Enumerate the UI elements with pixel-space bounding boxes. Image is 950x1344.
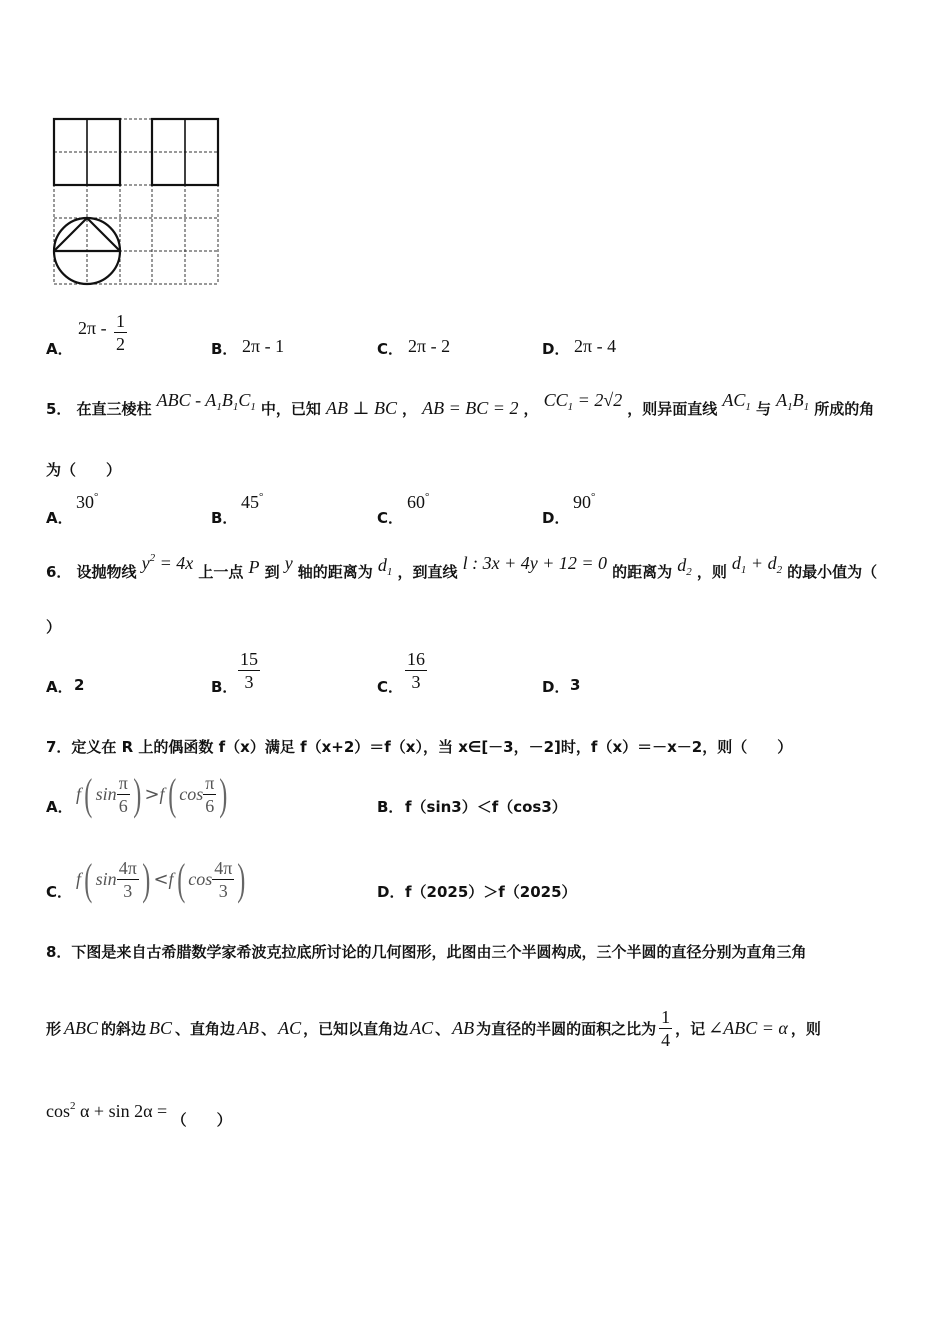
- q5-a1b1-b: B: [792, 390, 804, 410]
- q4-option-d-value: 2π - 4: [574, 336, 617, 356]
- q7-option-a-sin: sin: [95, 783, 117, 804]
- q8-leg-ac: AC: [278, 1017, 302, 1038]
- q8-stem-line-2: [46, 1000, 821, 1056]
- q7-option-c-frac-2: [212, 857, 234, 902]
- q8-text-1: 形: [46, 1019, 62, 1038]
- q6-option-b-label: B．: [211, 678, 238, 696]
- q8-expression: [46, 1101, 172, 1121]
- q5-prism-b: B: [221, 390, 233, 410]
- q5-prism-c: C: [238, 390, 251, 410]
- q4-option-a-numerator: 1: [116, 311, 125, 331]
- q5-option-b-value: [241, 491, 263, 513]
- q6-d1-sub: 1: [386, 566, 393, 578]
- q6-option-c-fraction: [405, 648, 427, 693]
- q6-option-b-numerator: 15: [240, 649, 258, 669]
- q5-option-d-value: [573, 491, 595, 513]
- q4-option-b-label: B．: [211, 340, 238, 358]
- q7-option-c-label: C．: [46, 883, 73, 901]
- q5-cc: CC: [543, 390, 568, 410]
- q6-number: 6．: [46, 563, 72, 581]
- q6-option-c-numerator: 16: [407, 649, 425, 669]
- q5-cc-sub: 1: [567, 401, 574, 413]
- q7-option-c-cos: cos: [188, 868, 213, 889]
- q7-option-c-den-1: 3: [123, 880, 133, 901]
- q6-y-axis: y: [284, 553, 293, 573]
- q5-prism-sub-1: 1: [216, 401, 222, 413]
- q6-parabola-exp: 2: [149, 552, 156, 564]
- q7-option-c-sin: sin: [95, 868, 117, 889]
- q5-option-c-value: [407, 491, 429, 513]
- q7-option-d-label: D．: [377, 883, 405, 901]
- q6-option-c-label: C．: [377, 678, 404, 696]
- q5-option-a-degree: °: [94, 491, 99, 503]
- q4-option-a-label: A．: [46, 340, 73, 358]
- q7-option-a-lparen-2: (: [167, 769, 176, 819]
- q6-text-5: ，到直线: [397, 563, 458, 581]
- q6-d1-d: d: [377, 555, 387, 575]
- q7-option-c-rparen-1: ): [142, 854, 151, 904]
- q8-expression-rest: α + sin 2α =: [75, 1101, 172, 1121]
- q5-option-d-number: 90: [573, 492, 591, 512]
- q7-option-a-operator: >: [144, 783, 160, 805]
- q5-ac: AC: [722, 390, 746, 410]
- q7-option-c-f2: f: [168, 868, 174, 889]
- q7-option-a-den-1: 6: [118, 795, 128, 816]
- q7-option-c-expression: [76, 853, 249, 905]
- q7-option-a-den-2: 6: [205, 795, 215, 816]
- q7-option-a-rparen-2: ): [219, 769, 228, 819]
- q6-text-1: 设抛物线: [76, 563, 137, 581]
- q5-cc1: [543, 390, 623, 413]
- q8-text-3: 、直角边: [175, 1019, 236, 1038]
- q6-sum-d1: d: [731, 553, 741, 573]
- q8-text-9: ，则: [790, 1019, 821, 1038]
- q7-option-a-f1: f: [76, 783, 82, 804]
- q8-text-5: ，已知以直角边: [303, 1019, 409, 1038]
- q6-sum-d1-sub: 1: [740, 564, 747, 576]
- q8-cos: cos: [46, 1101, 70, 1121]
- q5-a1b1: [776, 390, 810, 413]
- q5-prism-sub-3: 1: [250, 401, 256, 413]
- q5-option-d-label: D．: [542, 509, 570, 527]
- q7-option-c-lparen-1: (: [84, 854, 93, 904]
- q7-option-a-num-1: π: [118, 772, 128, 793]
- q6-d2-d: d: [677, 555, 687, 575]
- q6-option-d-value: 3: [570, 676, 581, 694]
- q5-perpendicular: AB ⊥ BC: [326, 398, 397, 418]
- q6-parabola-rhs: = 4x: [155, 553, 194, 573]
- q5-text-2: 中，已知: [260, 400, 321, 418]
- q7-option-c-frac-1: [117, 857, 139, 902]
- q6-d1: [377, 555, 393, 578]
- q7-option-a-f2: f: [159, 783, 165, 804]
- q5-a1b1-sub-2: 1: [803, 401, 810, 413]
- q5-option-a-value: [76, 491, 98, 513]
- q6-sum-plus: +: [746, 553, 768, 573]
- q5-option-d-degree: °: [591, 491, 596, 503]
- q5-ac-sub: 1: [745, 401, 751, 413]
- q5-equal-sides: AB = BC = 2: [422, 398, 519, 418]
- q5-stem-line-1: [46, 390, 875, 421]
- q8-leg-ab: AB: [237, 1017, 260, 1038]
- q8-text-7: 为直径的半圆的面积之比为: [476, 1019, 657, 1038]
- q7-option-c-operator: <: [153, 868, 169, 890]
- q5-cc-value: = 2√2: [573, 390, 623, 410]
- q5-text-4: 与: [756, 400, 772, 418]
- q8-stem-line-3: [46, 1100, 232, 1129]
- q4-option-a-fraction: [114, 310, 127, 355]
- q5-ac1: [722, 390, 751, 413]
- q8-text-2: 的斜边: [101, 1019, 147, 1038]
- q8-hypotenuse: BC: [149, 1017, 173, 1038]
- q5-option-a-number: 30: [76, 492, 94, 512]
- q4-option-d-label: D．: [542, 340, 570, 358]
- q8-text-4: 、: [261, 1019, 277, 1038]
- q7-option-b-label: B．: [377, 798, 404, 816]
- q7-option-c-f1: f: [76, 868, 82, 889]
- q5-option-b-number: 45: [241, 492, 259, 512]
- q6-parabola: [142, 553, 194, 573]
- q6-text-8: 的最小值为（: [787, 563, 878, 581]
- q7-stem: 7．定义在 R 上的偶函数 f（x）满足 f（x+2）＝f（x），当 x∈[－3，－2]时，f（x）＝－x－2，则（ ）: [46, 738, 793, 756]
- q7-option-a-expression: [76, 768, 231, 820]
- q7-option-a-cos: cos: [179, 783, 204, 804]
- q7-option-b-text: f（sin3）＜f（cos3）: [405, 798, 567, 816]
- q7-option-a-rparen-1: ): [133, 769, 142, 819]
- q6-option-b-fraction: [238, 648, 260, 693]
- q4-option-c-label: C．: [377, 340, 404, 358]
- q8-leg-ab-2: AB: [452, 1017, 475, 1038]
- q5-prism: [156, 390, 256, 413]
- q6-sum-d2: d: [767, 553, 777, 573]
- q6-parabola-y: y: [141, 553, 150, 573]
- q6-option-a-label: A．: [46, 678, 73, 696]
- q5-comma-2: ，: [523, 400, 539, 418]
- q8-cos-exp: 2: [70, 1100, 76, 1112]
- q5-option-b-degree: °: [259, 491, 264, 503]
- q5-a1b1-a: A: [776, 390, 788, 410]
- q6-text-7: ，则: [696, 563, 727, 581]
- q7-option-c-rparen-2: ): [237, 854, 246, 904]
- q6-option-b-denominator: 3: [244, 672, 254, 692]
- q7-option-c-num-1: 4π: [118, 857, 137, 878]
- q4-option-a-prefix: 2π -: [78, 318, 107, 338]
- q4-option-c-value: 2π - 2: [408, 336, 451, 356]
- q8-triangle: ABC: [64, 1017, 99, 1038]
- q7-option-a-num-2: π: [205, 772, 215, 793]
- q7-option-a-frac-1: [117, 772, 130, 817]
- q4-option-b-value: 2π - 1: [242, 336, 285, 356]
- q5-text-1: 在直三棱柱: [76, 400, 152, 418]
- q5-text-5: 所成的角: [814, 400, 875, 418]
- q6-d2-sub: 2: [686, 566, 692, 578]
- q5-option-a-label: A．: [46, 509, 73, 527]
- q6-line-equation: l : 3x + 4y + 12 = 0: [462, 553, 608, 573]
- q5-stem-line-2: 为（ ）: [46, 461, 122, 479]
- q7-option-c-lparen-2: (: [176, 854, 185, 904]
- q6-text-3: 到: [264, 563, 280, 581]
- q7-option-a-lparen-1: (: [84, 769, 93, 819]
- q6-d2: [677, 555, 692, 578]
- q6-option-a-value: 2: [74, 676, 85, 694]
- three-view-grid-figure: [50, 115, 222, 289]
- q5-option-c-degree: °: [425, 491, 430, 503]
- q6-text-2: 上一点: [198, 563, 244, 581]
- q8-angle-alpha: ∠ABC = α: [708, 1017, 788, 1038]
- q4-option-a-denominator: 2: [116, 334, 125, 354]
- q5-comma-1: ，: [402, 400, 418, 418]
- q6-stem-line-1: [46, 552, 878, 584]
- q8-text-8: ，记: [675, 1019, 706, 1038]
- q5-prism-a: ABC - A: [156, 390, 217, 410]
- q7-option-c-num-2: 4π: [214, 857, 233, 878]
- q5-text-3: ，则异面直线: [627, 400, 718, 418]
- q5-option-c-number: 60: [407, 492, 425, 512]
- q6-text-6: 的距离为: [612, 563, 673, 581]
- q8-ratio-numerator: 1: [661, 1006, 671, 1027]
- q6-text-4: 轴的距离为: [297, 563, 373, 581]
- q6-sum-d2-sub: 2: [776, 564, 783, 576]
- q8-ratio-denominator: 4: [661, 1029, 671, 1050]
- q5-option-c-label: C．: [377, 509, 404, 527]
- q8-answer-bracket: （ ）: [171, 1111, 232, 1129]
- q8-text-6: 、: [435, 1019, 451, 1038]
- q8-stem-line-1: 8．下图是来自古希腊数学家希波克拉底所讨论的几何图形，此图由三个半圆构成，三个半圆的直径分别为直角三角: [46, 943, 807, 961]
- q7-option-d-text: f（2025）＞f（2025）: [405, 883, 577, 901]
- q6-sum: [731, 553, 783, 576]
- q6-option-c-denominator: 3: [411, 672, 421, 692]
- q6-stem-line-2: ）: [46, 618, 62, 636]
- q5-option-b-label: B．: [211, 509, 238, 527]
- q8-ratio-fraction: [659, 1006, 672, 1051]
- q5-a1b1-sub-1: 1: [787, 401, 793, 413]
- q7-option-a-label: A．: [46, 798, 73, 816]
- q6-option-d-label: D．: [542, 678, 570, 696]
- q5-prism-sub-2: 1: [232, 401, 239, 413]
- q6-point-p: P: [248, 557, 260, 577]
- q7-option-c-den-2: 3: [218, 880, 228, 901]
- q7-option-a-frac-2: [203, 772, 216, 817]
- q8-leg-ac-2: AC: [410, 1017, 434, 1038]
- q5-number: 5．: [46, 400, 72, 418]
